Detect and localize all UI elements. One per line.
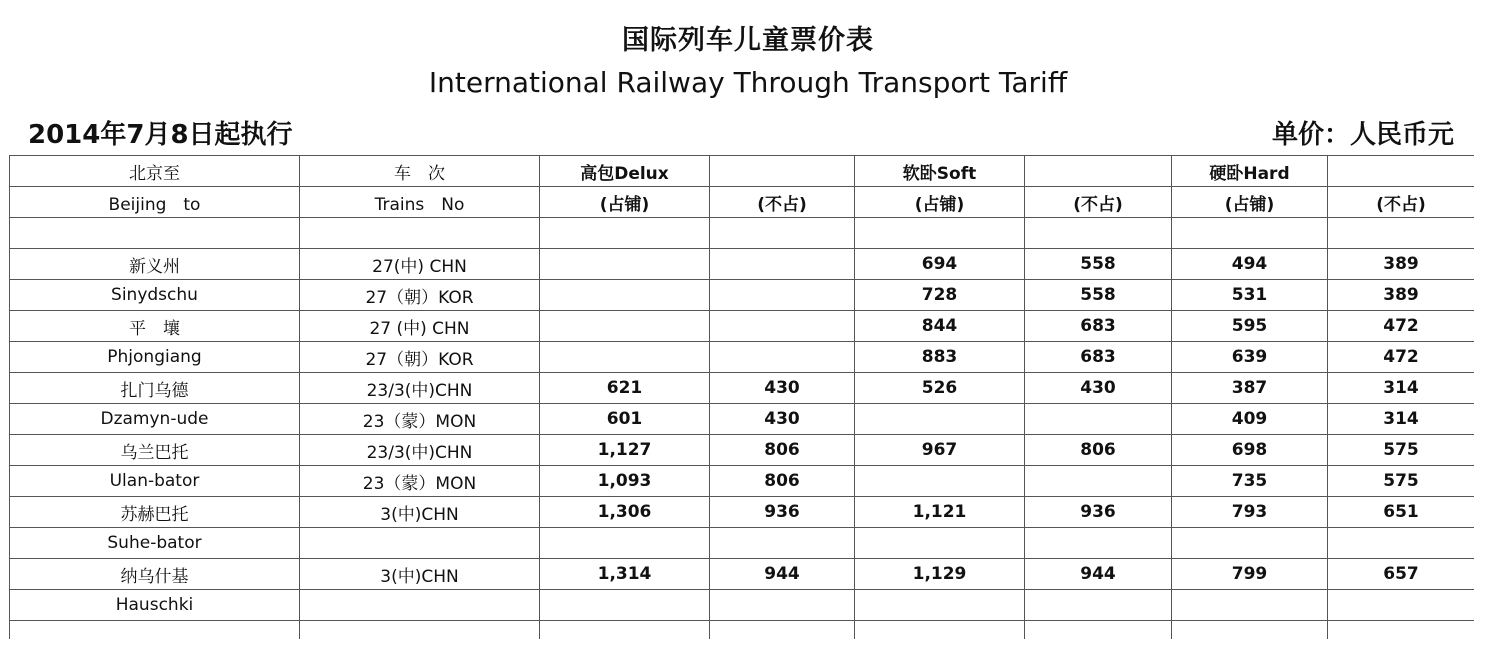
cell-train-number: [300, 218, 540, 249]
header-cell: [1328, 156, 1475, 187]
cell-soft-no-berth: 683: [1025, 342, 1172, 373]
cell-delux-no-berth: 806: [710, 466, 855, 497]
cell-delux-no-berth: [710, 528, 855, 559]
cell-soft-berth: 694: [855, 249, 1025, 280]
cell-hard-no-berth: 314: [1328, 373, 1475, 404]
table-row: [10, 280, 1475, 311]
cell-hard-berth: 531: [1172, 280, 1328, 311]
header-cell: [1025, 156, 1172, 187]
cell-hard-no-berth: [1328, 528, 1475, 559]
cell-soft-berth: [855, 218, 1025, 249]
cell-train-number: [300, 590, 540, 621]
cell-destination: 苏赫巴托: [10, 497, 300, 528]
cell-hard-berth: 698: [1172, 435, 1328, 466]
header-cell: Trains No: [300, 187, 540, 218]
cell-soft-berth: 728: [855, 280, 1025, 311]
header-cell: [710, 156, 855, 187]
cell-destination: [10, 621, 300, 640]
cell-train-number: 27(中) CHN: [300, 249, 540, 280]
cell-soft-berth: 844: [855, 311, 1025, 342]
cell-destination: Suhe-bator: [10, 528, 300, 559]
cell-hard-berth: 595: [1172, 311, 1328, 342]
cell-hard-no-berth: 472: [1328, 311, 1475, 342]
cell-delux-berth: [540, 528, 710, 559]
cell-soft-berth: 1,129: [855, 559, 1025, 590]
cell-hard-berth: 793: [1172, 497, 1328, 528]
cell-soft-berth: 967: [855, 435, 1025, 466]
cell-hard-no-berth: [1328, 590, 1475, 621]
cell-train-number: 23/3(中)CHN: [300, 373, 540, 404]
cell-soft-no-berth: 944: [1025, 559, 1172, 590]
table-row: [10, 311, 1475, 342]
cell-train-number: 27（朝）KOR: [300, 342, 540, 373]
cell-delux-no-berth: [710, 311, 855, 342]
cell-hard-berth: [1172, 528, 1328, 559]
header-cell: (不占): [1025, 187, 1172, 218]
page-title-chinese: 国际列车儿童票价表: [622, 25, 874, 56]
cell-soft-no-berth: 558: [1025, 280, 1172, 311]
table-row: [10, 497, 1475, 528]
header-cell: 车 次: [300, 156, 540, 187]
table-row: [10, 466, 1475, 497]
cell-train-number: [300, 528, 540, 559]
table-row: [10, 528, 1475, 559]
cell-train-number: 27（朝）KOR: [300, 280, 540, 311]
cell-delux-no-berth: [710, 590, 855, 621]
header-cell: 北京至: [10, 156, 300, 187]
cell-delux-no-berth: [710, 280, 855, 311]
cell-delux-berth: 601: [540, 404, 710, 435]
cell-destination: 纳乌什基: [10, 559, 300, 590]
header-row-english: [10, 187, 1475, 218]
cell-soft-no-berth: 683: [1025, 311, 1172, 342]
header-cell: 硬卧Hard: [1172, 156, 1328, 187]
cell-hard-no-berth: 389: [1328, 280, 1475, 311]
cell-delux-no-berth: 936: [710, 497, 855, 528]
cell-destination: 新义州: [10, 249, 300, 280]
cell-delux-no-berth: [710, 249, 855, 280]
cell-hard-berth: 494: [1172, 249, 1328, 280]
cell-soft-no-berth: [1025, 621, 1172, 640]
cell-hard-no-berth: 651: [1328, 497, 1475, 528]
cell-soft-berth: [855, 590, 1025, 621]
table-row: [10, 621, 1475, 640]
cell-delux-berth: [540, 311, 710, 342]
cell-delux-berth: [540, 342, 710, 373]
tariff-table: [9, 155, 1474, 639]
cell-soft-no-berth: [1025, 218, 1172, 249]
cell-delux-berth: [540, 218, 710, 249]
table-row: [10, 373, 1475, 404]
cell-soft-no-berth: [1025, 466, 1172, 497]
cell-destination: Dzamyn-ude: [10, 404, 300, 435]
cell-delux-berth: [540, 249, 710, 280]
cell-destination: [10, 218, 300, 249]
cell-hard-no-berth: 575: [1328, 466, 1475, 497]
table-row: [10, 590, 1475, 621]
cell-train-number: 3(中)CHN: [300, 559, 540, 590]
cell-delux-no-berth: 806: [710, 435, 855, 466]
cell-hard-no-berth: 472: [1328, 342, 1475, 373]
cell-delux-no-berth: 944: [710, 559, 855, 590]
cell-delux-no-berth: [710, 621, 855, 640]
cell-hard-no-berth: 575: [1328, 435, 1475, 466]
header-cell: (不占): [710, 187, 855, 218]
table-row: [10, 342, 1475, 373]
cell-hard-berth: 639: [1172, 342, 1328, 373]
header-cell: (占铺): [855, 187, 1025, 218]
table-row: [10, 559, 1475, 590]
cell-hard-berth: 799: [1172, 559, 1328, 590]
cell-hard-berth: 387: [1172, 373, 1328, 404]
cell-delux-no-berth: 430: [710, 373, 855, 404]
tariff-table-body: [10, 156, 1475, 640]
cell-hard-no-berth: [1328, 621, 1475, 640]
cell-delux-no-berth: [710, 218, 855, 249]
cell-hard-berth: 409: [1172, 404, 1328, 435]
header-cell: (不占): [1328, 187, 1475, 218]
header-cell: (占铺): [1172, 187, 1328, 218]
cell-delux-berth: [540, 621, 710, 640]
cell-soft-berth: [855, 466, 1025, 497]
tariff-table-container: [9, 155, 1474, 639]
cell-train-number: 27 (中) CHN: [300, 311, 540, 342]
page-title-english: International Railway Through Transport Tariff: [428, 66, 1068, 99]
cell-delux-berth: [540, 280, 710, 311]
cell-delux-berth: 1,127: [540, 435, 710, 466]
cell-soft-no-berth: 936: [1025, 497, 1172, 528]
header-cell: Beijing to: [10, 187, 300, 218]
header-cell: 软卧Soft: [855, 156, 1025, 187]
cell-destination: Hauschki: [10, 590, 300, 621]
cell-hard-no-berth: [1328, 218, 1475, 249]
cell-destination: Ulan-bator: [10, 466, 300, 497]
table-row: [10, 218, 1475, 249]
cell-delux-no-berth: [710, 342, 855, 373]
cell-soft-berth: [855, 404, 1025, 435]
cell-delux-berth: 621: [540, 373, 710, 404]
cell-hard-no-berth: 657: [1328, 559, 1475, 590]
cell-soft-berth: 526: [855, 373, 1025, 404]
cell-soft-berth: 1,121: [855, 497, 1025, 528]
cell-train-number: [300, 621, 540, 640]
header-row-chinese: [10, 156, 1475, 187]
effective-date: 2014年7月8日起执行: [28, 120, 293, 150]
cell-soft-no-berth: 806: [1025, 435, 1172, 466]
cell-train-number: 23（蒙）MON: [300, 466, 540, 497]
header-cell: (占铺): [540, 187, 710, 218]
cell-hard-berth: [1172, 590, 1328, 621]
cell-soft-no-berth: 558: [1025, 249, 1172, 280]
cell-hard-berth: 735: [1172, 466, 1328, 497]
cell-train-number: 23/3(中)CHN: [300, 435, 540, 466]
cell-hard-no-berth: 389: [1328, 249, 1475, 280]
cell-soft-berth: 883: [855, 342, 1025, 373]
cell-soft-no-berth: [1025, 528, 1172, 559]
cell-soft-no-berth: [1025, 404, 1172, 435]
cell-delux-no-berth: 430: [710, 404, 855, 435]
cell-soft-no-berth: 430: [1025, 373, 1172, 404]
cell-destination: Sinydschu: [10, 280, 300, 311]
cell-destination: 乌兰巴托: [10, 435, 300, 466]
cell-destination: 扎门乌德: [10, 373, 300, 404]
table-row: [10, 249, 1475, 280]
table-row: [10, 404, 1475, 435]
cell-destination: Phjongiang: [10, 342, 300, 373]
cell-hard-berth: [1172, 621, 1328, 640]
cell-train-number: 3(中)CHN: [300, 497, 540, 528]
cell-delux-berth: 1,314: [540, 559, 710, 590]
cell-train-number: 23（蒙）MON: [300, 404, 540, 435]
cell-destination: 平 壤: [10, 311, 300, 342]
cell-delux-berth: [540, 590, 710, 621]
header-cell: 高包Delux: [540, 156, 710, 187]
cell-delux-berth: 1,093: [540, 466, 710, 497]
cell-hard-no-berth: 314: [1328, 404, 1475, 435]
cell-delux-berth: 1,306: [540, 497, 710, 528]
cell-soft-berth: [855, 621, 1025, 640]
currency-unit: 单价：人民币元: [1271, 120, 1454, 150]
cell-hard-berth: [1172, 218, 1328, 249]
table-row: [10, 435, 1475, 466]
cell-soft-no-berth: [1025, 590, 1172, 621]
cell-soft-berth: [855, 528, 1025, 559]
